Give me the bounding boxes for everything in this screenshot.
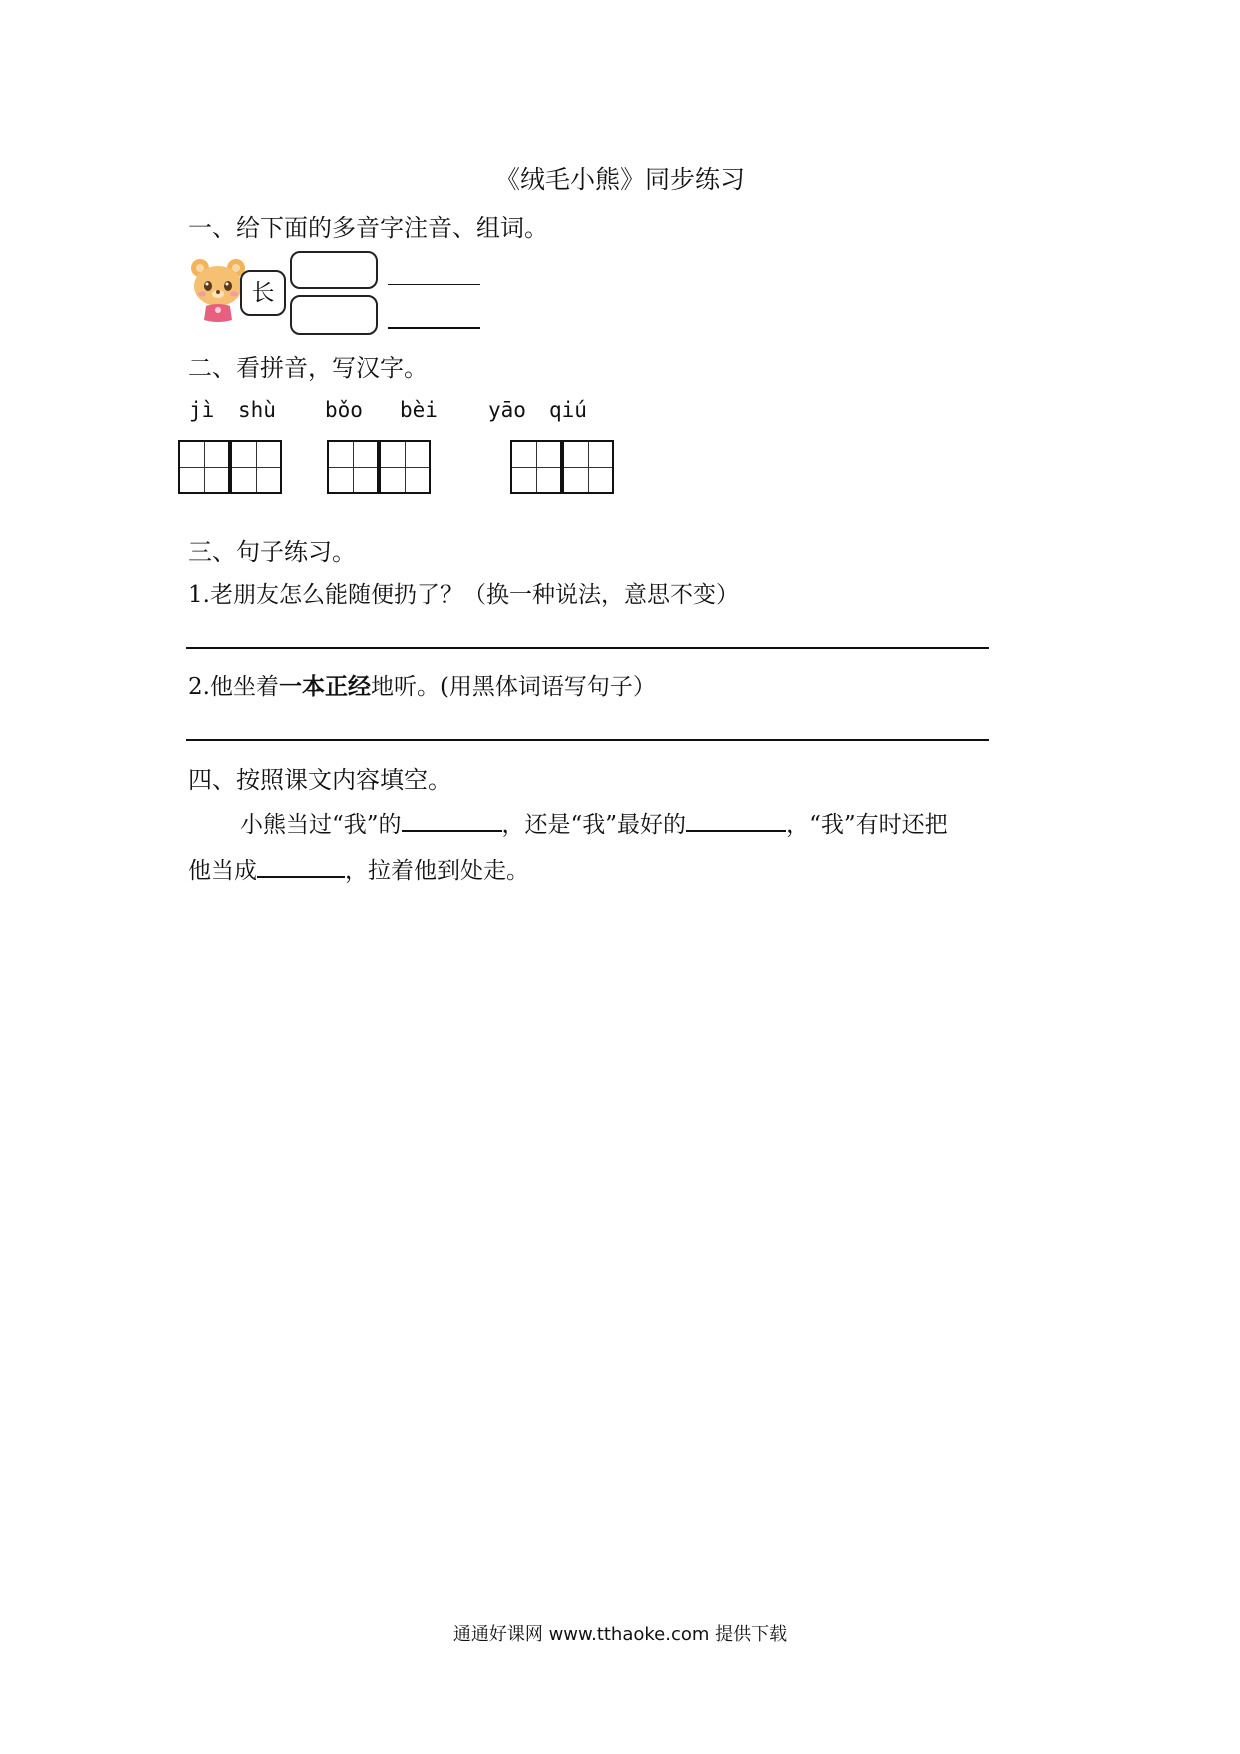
fill-text: 小熊当过“我”的 [240, 812, 402, 838]
writing-cell[interactable] [510, 440, 562, 494]
footer-note: 通通好课网 www.tthaoke.com 提供下载 [452, 1624, 788, 1645]
fill-text: ，还是“我”最好的 [501, 812, 687, 838]
section2-heading: 二、看拼音，写汉字。 [188, 354, 428, 382]
pinyin-label: bèi [400, 398, 438, 422]
pinyin-label: shù [238, 398, 276, 422]
fill-paragraph-line-1 [240, 806, 948, 839]
question-2-bold-word: 一本正经 [278, 673, 371, 700]
answer-line-1[interactable] [186, 647, 989, 649]
writing-grid-2[interactable] [327, 440, 431, 492]
writing-grid-3[interactable] [510, 440, 614, 492]
fill-blank-2[interactable] [686, 808, 786, 832]
pinyin-label: bǒo [325, 398, 363, 422]
pinyin-label: yāo [488, 398, 526, 422]
answer-line-2[interactable] [186, 739, 989, 741]
fill-paragraph-line-2 [188, 852, 529, 885]
pinyin-box-2[interactable] [290, 295, 378, 335]
word-blank-2[interactable] [388, 327, 480, 329]
question-2-prefix: 2.他坐着 [188, 674, 279, 700]
section1-heading: 一、给下面的多音字注音、组词。 [188, 214, 548, 242]
question-2 [188, 668, 656, 701]
writing-cell[interactable] [379, 440, 431, 494]
bear-icon [188, 258, 248, 324]
fill-text: ，拉着他到处走。 [345, 858, 529, 884]
fill-text: 他当成 [188, 858, 257, 884]
fill-blank-3[interactable] [257, 854, 345, 878]
section3-heading: 三、句子练习。 [188, 538, 356, 566]
question-1: 1.老朋友怎么能随便扔了？（换一种说法，意思不变） [188, 582, 739, 608]
writing-grid-1[interactable] [178, 440, 282, 492]
word-blank-1[interactable] [388, 284, 480, 285]
writing-cell[interactable] [178, 440, 230, 494]
pinyin-label: jì [189, 398, 215, 422]
question-2-suffix: 地听。(用黑体词语写句子） [370, 674, 656, 700]
pinyin-label: qiú [549, 398, 587, 422]
fill-text: ，“我”有时还把 [786, 812, 948, 838]
fill-blank-1[interactable] [402, 808, 502, 832]
section4-heading: 四、按照课文内容填空。 [188, 766, 452, 794]
page-title: 《绒毛小熊》同步练习 [494, 165, 745, 194]
polyphonic-character: 长 [240, 270, 286, 316]
pinyin-box-1[interactable] [290, 251, 378, 289]
writing-cell[interactable] [327, 440, 379, 494]
writing-cell[interactable] [562, 440, 614, 494]
writing-cell[interactable] [230, 440, 282, 494]
